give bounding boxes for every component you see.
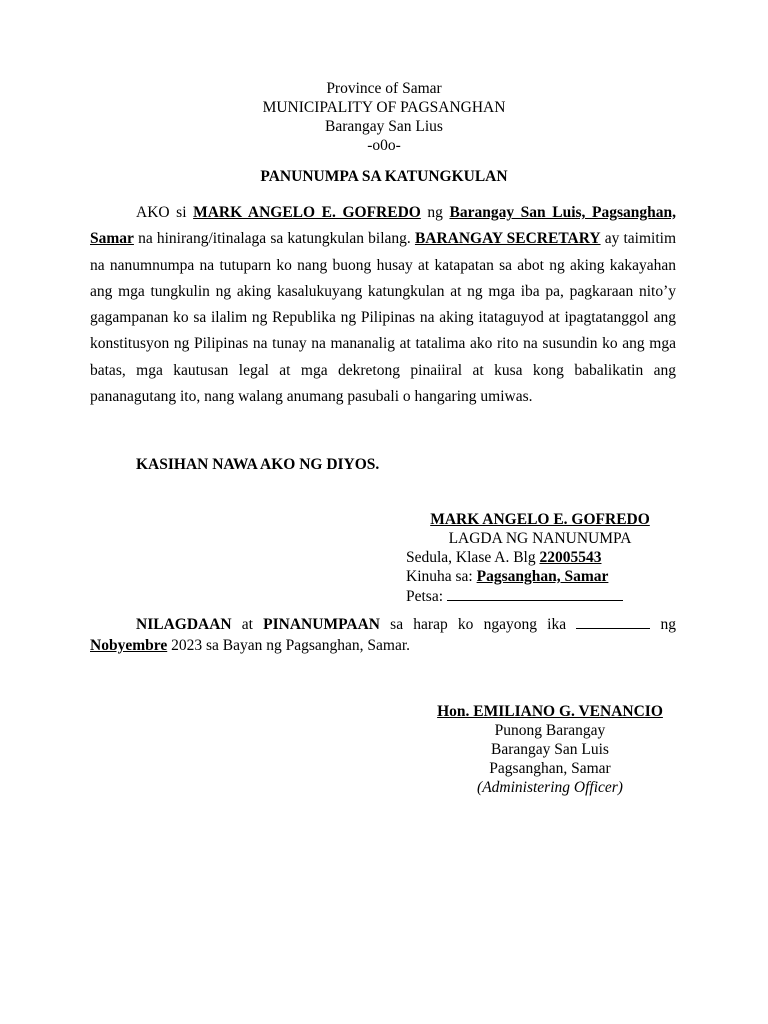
affiant-signature-block	[380, 510, 710, 606]
oath-name: MARK ANGELO E. GOFREDO	[193, 204, 421, 221]
header-barangay: Barangay San Lius	[325, 118, 443, 135]
header-province: Province of Samar	[326, 80, 442, 97]
oath-paragraph	[90, 200, 676, 410]
document-header	[0, 79, 768, 155]
header-municipality: MUNICIPALITY OF PAGSANGHAN	[262, 99, 506, 116]
kinuha-line	[380, 567, 710, 586]
subscribed-text-4: 2023 sa Bayan ng Pagsanghan, Samar.	[167, 637, 411, 654]
kinuha-value: Pagsanghan, Samar	[476, 568, 609, 585]
officer-title: Punong Barangay	[494, 722, 606, 739]
subscribed-text-3: ng	[650, 616, 677, 633]
oath-text-3: na hinirang/itinalaga sa katungkulan bilang.	[133, 230, 415, 248]
prayer-line: KASIHAN NAWA AKO NG DIYOS.	[136, 456, 380, 473]
oath-text-1: AKO si	[136, 204, 194, 221]
affiant-name: MARK ANGELO E. GOFREDO	[430, 511, 650, 528]
nilagdaan-word: NILAGDAAN	[136, 616, 232, 633]
pinanumpaan-word: PINANUMPAAN	[263, 616, 380, 633]
month-word: Nobyembre	[90, 637, 168, 654]
sedula-line	[380, 548, 710, 567]
officer-municipality: Pagsanghan, Samar	[489, 760, 611, 777]
officer-barangay: Barangay San Luis	[491, 741, 609, 758]
oath-position: BARANGAY SECRETARY	[414, 230, 601, 248]
header-separator: -o0o-	[367, 137, 401, 154]
document-title: PANUNUMPA SA KATUNGKULAN	[260, 168, 508, 185]
petsa-blank	[447, 586, 623, 601]
sedula-label: Sedula, Klase A. Blg	[406, 549, 540, 566]
oath-text-2: ng	[420, 204, 450, 221]
petsa-label: Petsa:	[406, 588, 447, 605]
officer-signature-block	[380, 702, 720, 797]
day-blank	[576, 614, 650, 629]
officer-name: Hon. EMILIANO G. VENANCIO	[437, 703, 663, 720]
subscription-paragraph	[90, 614, 676, 656]
officer-role: (Administering Officer)	[477, 779, 623, 796]
oath-text-4: ay taimitim na nanumnumpa na tutuparn ko nang buong husay at katapatan sa abot ng aking kakayahan ang mga tungkulin ng aking kasalukuyang katungkulan at ng mga iba pa, pagkaraan nito’y gagampanan ko sa ilalim ng Republika ng Pilipinas na aking itataguyod at ipagtatanggol ang konstitusyon ng Pilipinas na tunay na mananalig at tatalima ako rito na susundin ko ang mga batas, mga kautusan legal at mga dekretong pinaiiral at kusa kong babalikatin ang pananagutang ito, nang walang anumang pasubali o hangaring umiwas.	[90, 230, 677, 406]
subscribed-text-2: sa harap ko ngayong ika	[379, 616, 577, 633]
subscribed-text-1: at	[231, 616, 264, 633]
sedula-number: 22005543	[539, 549, 602, 566]
oath-place: Barangay San Luis, Pagsanghan, Samar	[90, 204, 676, 248]
affiant-caption: LAGDA NG NANUNUMPA	[448, 530, 632, 547]
kinuha-label: Kinuha sa:	[406, 568, 477, 585]
petsa-line	[380, 586, 710, 606]
